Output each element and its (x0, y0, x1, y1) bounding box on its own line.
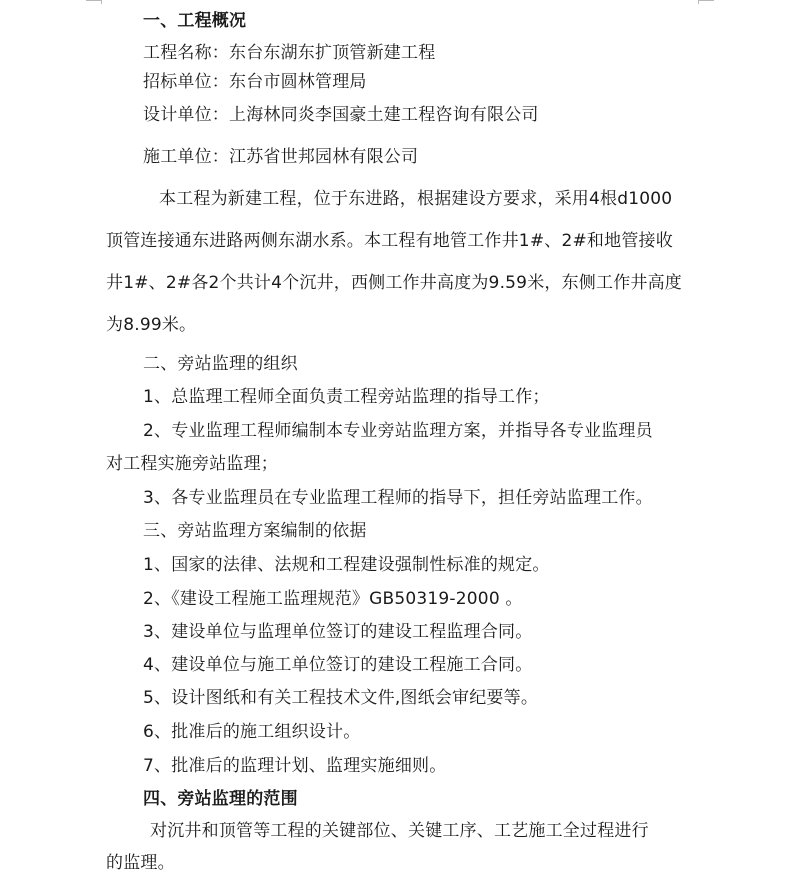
project-name-line: 工程名称：东台东湖东扩顶管新建工程 (143, 43, 436, 63)
overview-paragraph-line-1: 本工程为新建工程，位于东进路，根据建设方要求，采用4根d1000 (159, 189, 673, 209)
overview-paragraph-line-3: 井1#、2#各2个共计4个沉井，西侧工作井高度为9.59米，东侧工作井高度 (106, 273, 683, 293)
overview-paragraph-line-2: 顶管连接通东进路两侧东湖水系。本工程有地管工作井1#、2#和地管接收 (106, 231, 673, 251)
section-heading-supervision-organization: 二、旁站监理的组织 (143, 354, 298, 374)
basis-item-4: 4、建设单位与施工单位签订的建设工程施工合同。 (143, 655, 533, 675)
scope-paragraph-line-1: 对沉井和顶管等工程的关键部位、关键工序、工艺施工全过程进行 (150, 821, 649, 841)
organization-item-3: 3、各专业监理员在专业监理工程师的指导下，担任旁站监理工作。 (143, 488, 653, 508)
scope-paragraph-line-2: 的监理。 (106, 853, 175, 873)
page-corner-marker-right (698, 0, 714, 1)
section-heading-supervision-scope: 四、旁站监理的范围 (143, 789, 298, 809)
basis-item-1: 1、国家的法律、法规和工程建设强制性标准的规定。 (143, 555, 550, 575)
organization-item-2-line-1: 2、专业监理工程师编制本专业旁站监理方案，并指导各专业监理员 (143, 421, 653, 441)
section-heading-plan-basis: 三、旁站监理方案编制的依据 (143, 521, 367, 541)
section-heading-project-overview: 一、工程概况 (143, 11, 247, 31)
basis-item-7: 7、批准后的监理计划、监理实施细则。 (143, 756, 447, 776)
construction-unit-line: 施工单位：江苏省世邦园林有限公司 (143, 147, 419, 167)
page-corner-marker-right-vertical (698, 0, 699, 4)
organization-item-1: 1、总监理工程师全面负责工程旁站监理的指导工作； (143, 387, 550, 407)
basis-item-6: 6、批准后的施工组织设计。 (143, 722, 361, 742)
page-corner-marker-left-vertical (101, 0, 102, 4)
tender-unit-line: 招标单位：东台市圆林管理局 (143, 72, 367, 92)
basis-item-2: 2、《建设工程施工监理规范》GB50319-2000 。 (143, 589, 523, 609)
basis-item-3: 3、建设单位与监理单位签订的建设工程监理合同。 (143, 622, 533, 642)
overview-paragraph-line-4: 为8.99米。 (106, 315, 197, 335)
organization-item-2-line-2: 对工程实施旁站监理； (106, 454, 278, 474)
basis-item-5: 5、设计图纸和有关工程技术文件,图纸会审纪要等。 (143, 688, 539, 708)
page-corner-marker-left (86, 0, 102, 1)
design-unit-line: 设计单位：上海林同炎李国豪土建工程咨询有限公司 (143, 105, 539, 125)
